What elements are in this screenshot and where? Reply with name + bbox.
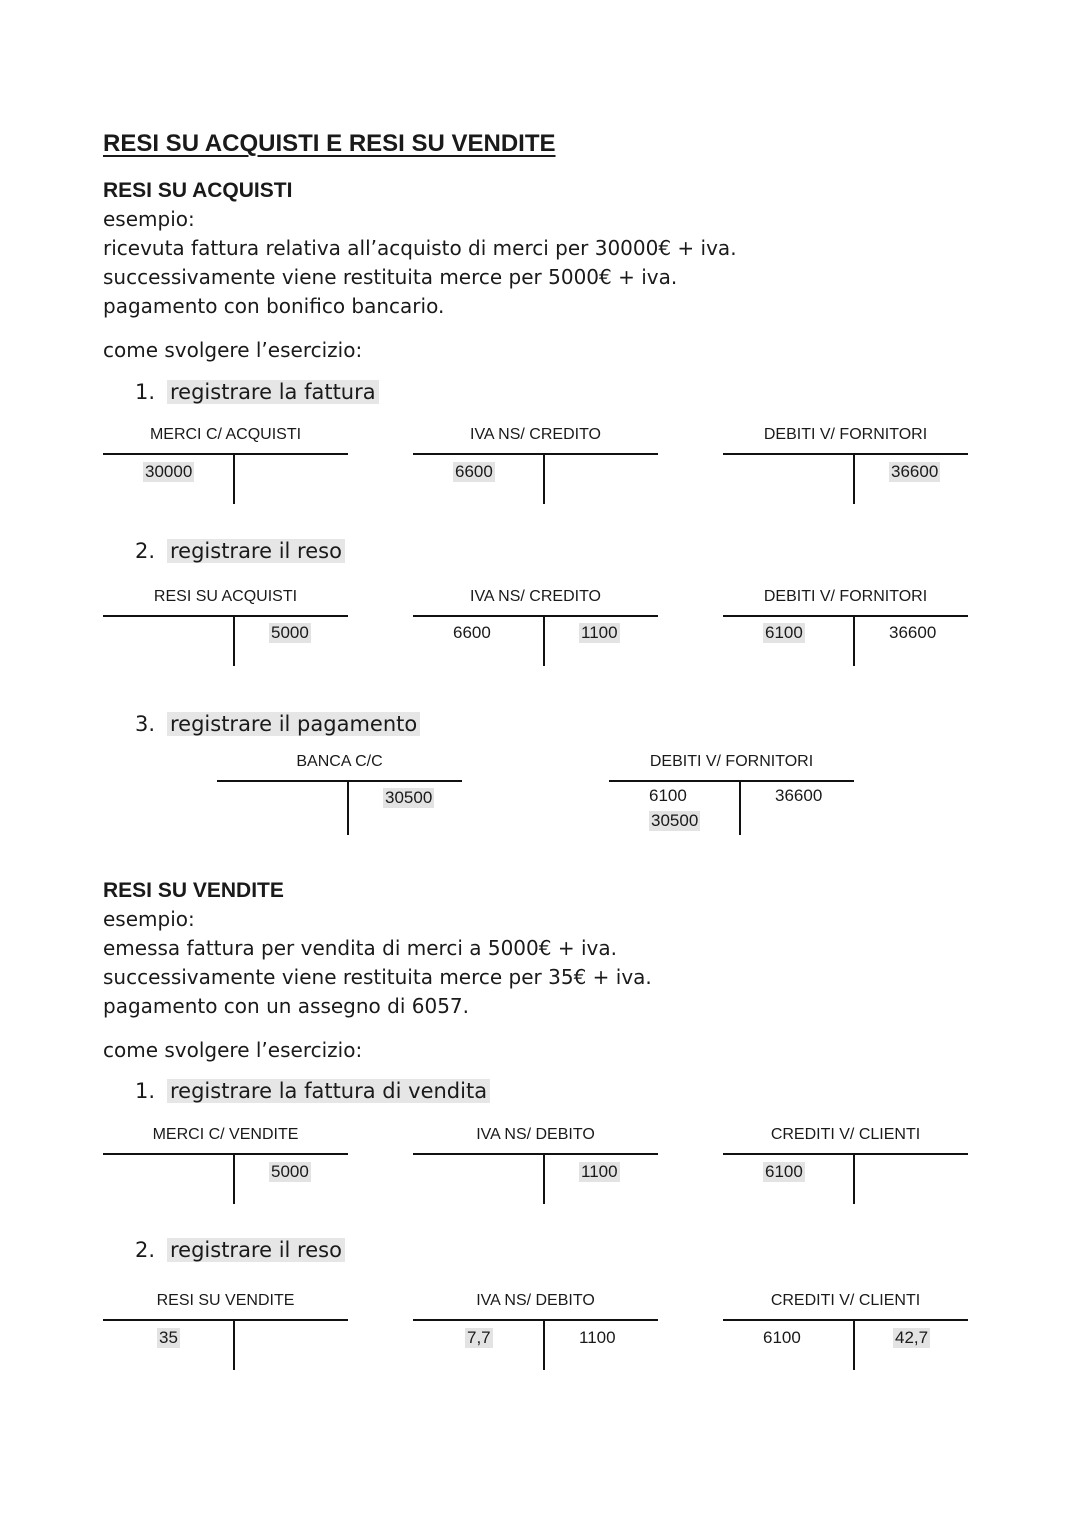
example-line: ricevuta fattura relativa all’acquisto di merci per 30000€ + iva. <box>103 236 737 260</box>
debit-value: 6600 <box>453 623 491 642</box>
t-account-vline <box>543 1154 545 1204</box>
t-account-vline <box>853 1320 855 1370</box>
t-account-hline <box>103 453 348 455</box>
t-account-vline <box>853 616 855 666</box>
t-account <box>609 753 854 830</box>
t-account-hline <box>413 615 658 617</box>
section-heading-acquisti: RESI SU ACQUISTI <box>103 179 293 202</box>
credit-value: 36600 <box>889 623 937 642</box>
step-number: 2. <box>135 539 156 563</box>
how-to-label: come svolgere l’esercizio: <box>103 338 363 362</box>
example-line: successivamente viene restituita merce per 5000€ + iva. <box>103 265 678 289</box>
example-line: successivamente viene restituita merce per 35€ + iva. <box>103 965 652 989</box>
t-account-hline <box>413 453 658 455</box>
account-name: MERCI C/ ACQUISTI <box>149 426 302 443</box>
t-account-vline <box>233 454 235 504</box>
debit-value: 6100 <box>765 1162 803 1181</box>
t-account <box>217 753 462 813</box>
example-line: emessa fattura per vendita di merci a 5000€ + iva. <box>103 936 617 960</box>
debit-value: 7,7 <box>467 1328 491 1347</box>
t-account-hline <box>413 1319 658 1321</box>
step-item <box>135 1079 490 1103</box>
t-account-hline <box>723 1153 968 1155</box>
example-line: pagamento con bonifico bancario. <box>103 294 445 318</box>
t-account <box>103 1126 348 1186</box>
step-label: registrare la fattura <box>167 380 379 404</box>
credit-value: 42,7 <box>895 1328 929 1347</box>
example-label: esempio: <box>103 207 195 231</box>
example-label: esempio: <box>103 907 195 931</box>
account-name: DEBITI V/ FORNITORI <box>763 588 928 605</box>
section-heading-vendite: RESI SU VENDITE <box>103 879 284 902</box>
t-account <box>103 426 348 486</box>
debit-value: 6100 <box>763 1328 801 1347</box>
step-item <box>135 380 379 404</box>
t-account-hline <box>103 1319 348 1321</box>
t-account-vline <box>853 454 855 504</box>
t-account <box>413 1126 658 1186</box>
credit-value: 36600 <box>775 786 823 805</box>
t-account-hline <box>723 615 968 617</box>
t-account-vline <box>543 616 545 666</box>
step-label: registrare il pagamento <box>167 712 420 736</box>
debit-value: 30000 <box>145 462 193 481</box>
t-account-hline <box>103 615 348 617</box>
t-account <box>103 588 348 648</box>
t-account-hline <box>723 1319 968 1321</box>
t-account <box>723 588 968 648</box>
t-account <box>723 1292 968 1352</box>
how-to-label: come svolgere l’esercizio: <box>103 1038 363 1062</box>
credit-value: 1100 <box>581 1162 618 1181</box>
t-account <box>413 1292 658 1352</box>
t-account-hline <box>723 453 968 455</box>
t-account-vline <box>347 781 349 835</box>
debit-value: 35 <box>159 1328 178 1347</box>
step-item <box>135 712 420 736</box>
step-number: 1. <box>135 380 156 404</box>
t-account-vline <box>853 1154 855 1204</box>
credit-value: 1100 <box>581 623 618 642</box>
t-account-hline <box>413 1153 658 1155</box>
account-name: IVA NS/ CREDITO <box>470 426 601 443</box>
example-line: pagamento con un assegno di 6057. <box>103 994 470 1018</box>
account-name: RESI SU ACQUISTI <box>153 588 298 605</box>
account-name: IVA NS/ DEBITO <box>476 1292 595 1309</box>
t-account-hline <box>609 780 854 782</box>
step-item <box>135 1238 345 1262</box>
t-account-hline <box>103 1153 348 1155</box>
debit-value: 30500 <box>651 811 699 830</box>
step-number: 3. <box>135 712 156 736</box>
step-label: registrare il reso <box>167 539 345 563</box>
account-name: CREDITI V/ CLIENTI <box>770 1126 921 1143</box>
debit-value: 6100 <box>765 623 803 642</box>
t-account-vline <box>739 781 741 835</box>
credit-value: 5000 <box>271 623 309 642</box>
step-number: 1. <box>135 1079 156 1103</box>
t-account <box>723 1126 968 1186</box>
step-item <box>135 539 345 563</box>
step-label: registrare il reso <box>167 1238 345 1262</box>
credit-value: 5000 <box>271 1162 309 1181</box>
account-name: MERCI C/ VENDITE <box>152 1126 299 1143</box>
account-name: CREDITI V/ CLIENTI <box>770 1292 921 1309</box>
step-number: 2. <box>135 1238 156 1262</box>
t-account-vline <box>233 1320 235 1370</box>
t-account-vline <box>233 1154 235 1204</box>
t-account-vline <box>233 616 235 666</box>
account-name: RESI SU VENDITE <box>156 1292 295 1309</box>
t-account-hline <box>217 780 462 782</box>
credit-value: 36600 <box>891 462 939 481</box>
t-account-vline <box>543 454 545 504</box>
debit-value: 6100 <box>649 786 687 805</box>
step-label: registrare la fattura di vendita <box>167 1079 490 1103</box>
debit-value: 6600 <box>455 462 493 481</box>
credit-value: 1100 <box>579 1328 616 1347</box>
page-title: RESI SU ACQUISTI E RESI SU VENDITE <box>103 130 556 157</box>
t-account <box>413 588 658 648</box>
t-account <box>413 426 658 486</box>
account-name: DEBITI V/ FORNITORI <box>763 426 928 443</box>
account-name: BANCA C/C <box>296 753 383 770</box>
t-account <box>103 1292 348 1352</box>
account-name: IVA NS/ DEBITO <box>476 1126 595 1143</box>
t-account-vline <box>543 1320 545 1370</box>
t-account <box>723 426 968 486</box>
account-name: IVA NS/ CREDITO <box>470 588 601 605</box>
credit-value: 30500 <box>385 788 433 807</box>
account-name: DEBITI V/ FORNITORI <box>649 753 814 770</box>
